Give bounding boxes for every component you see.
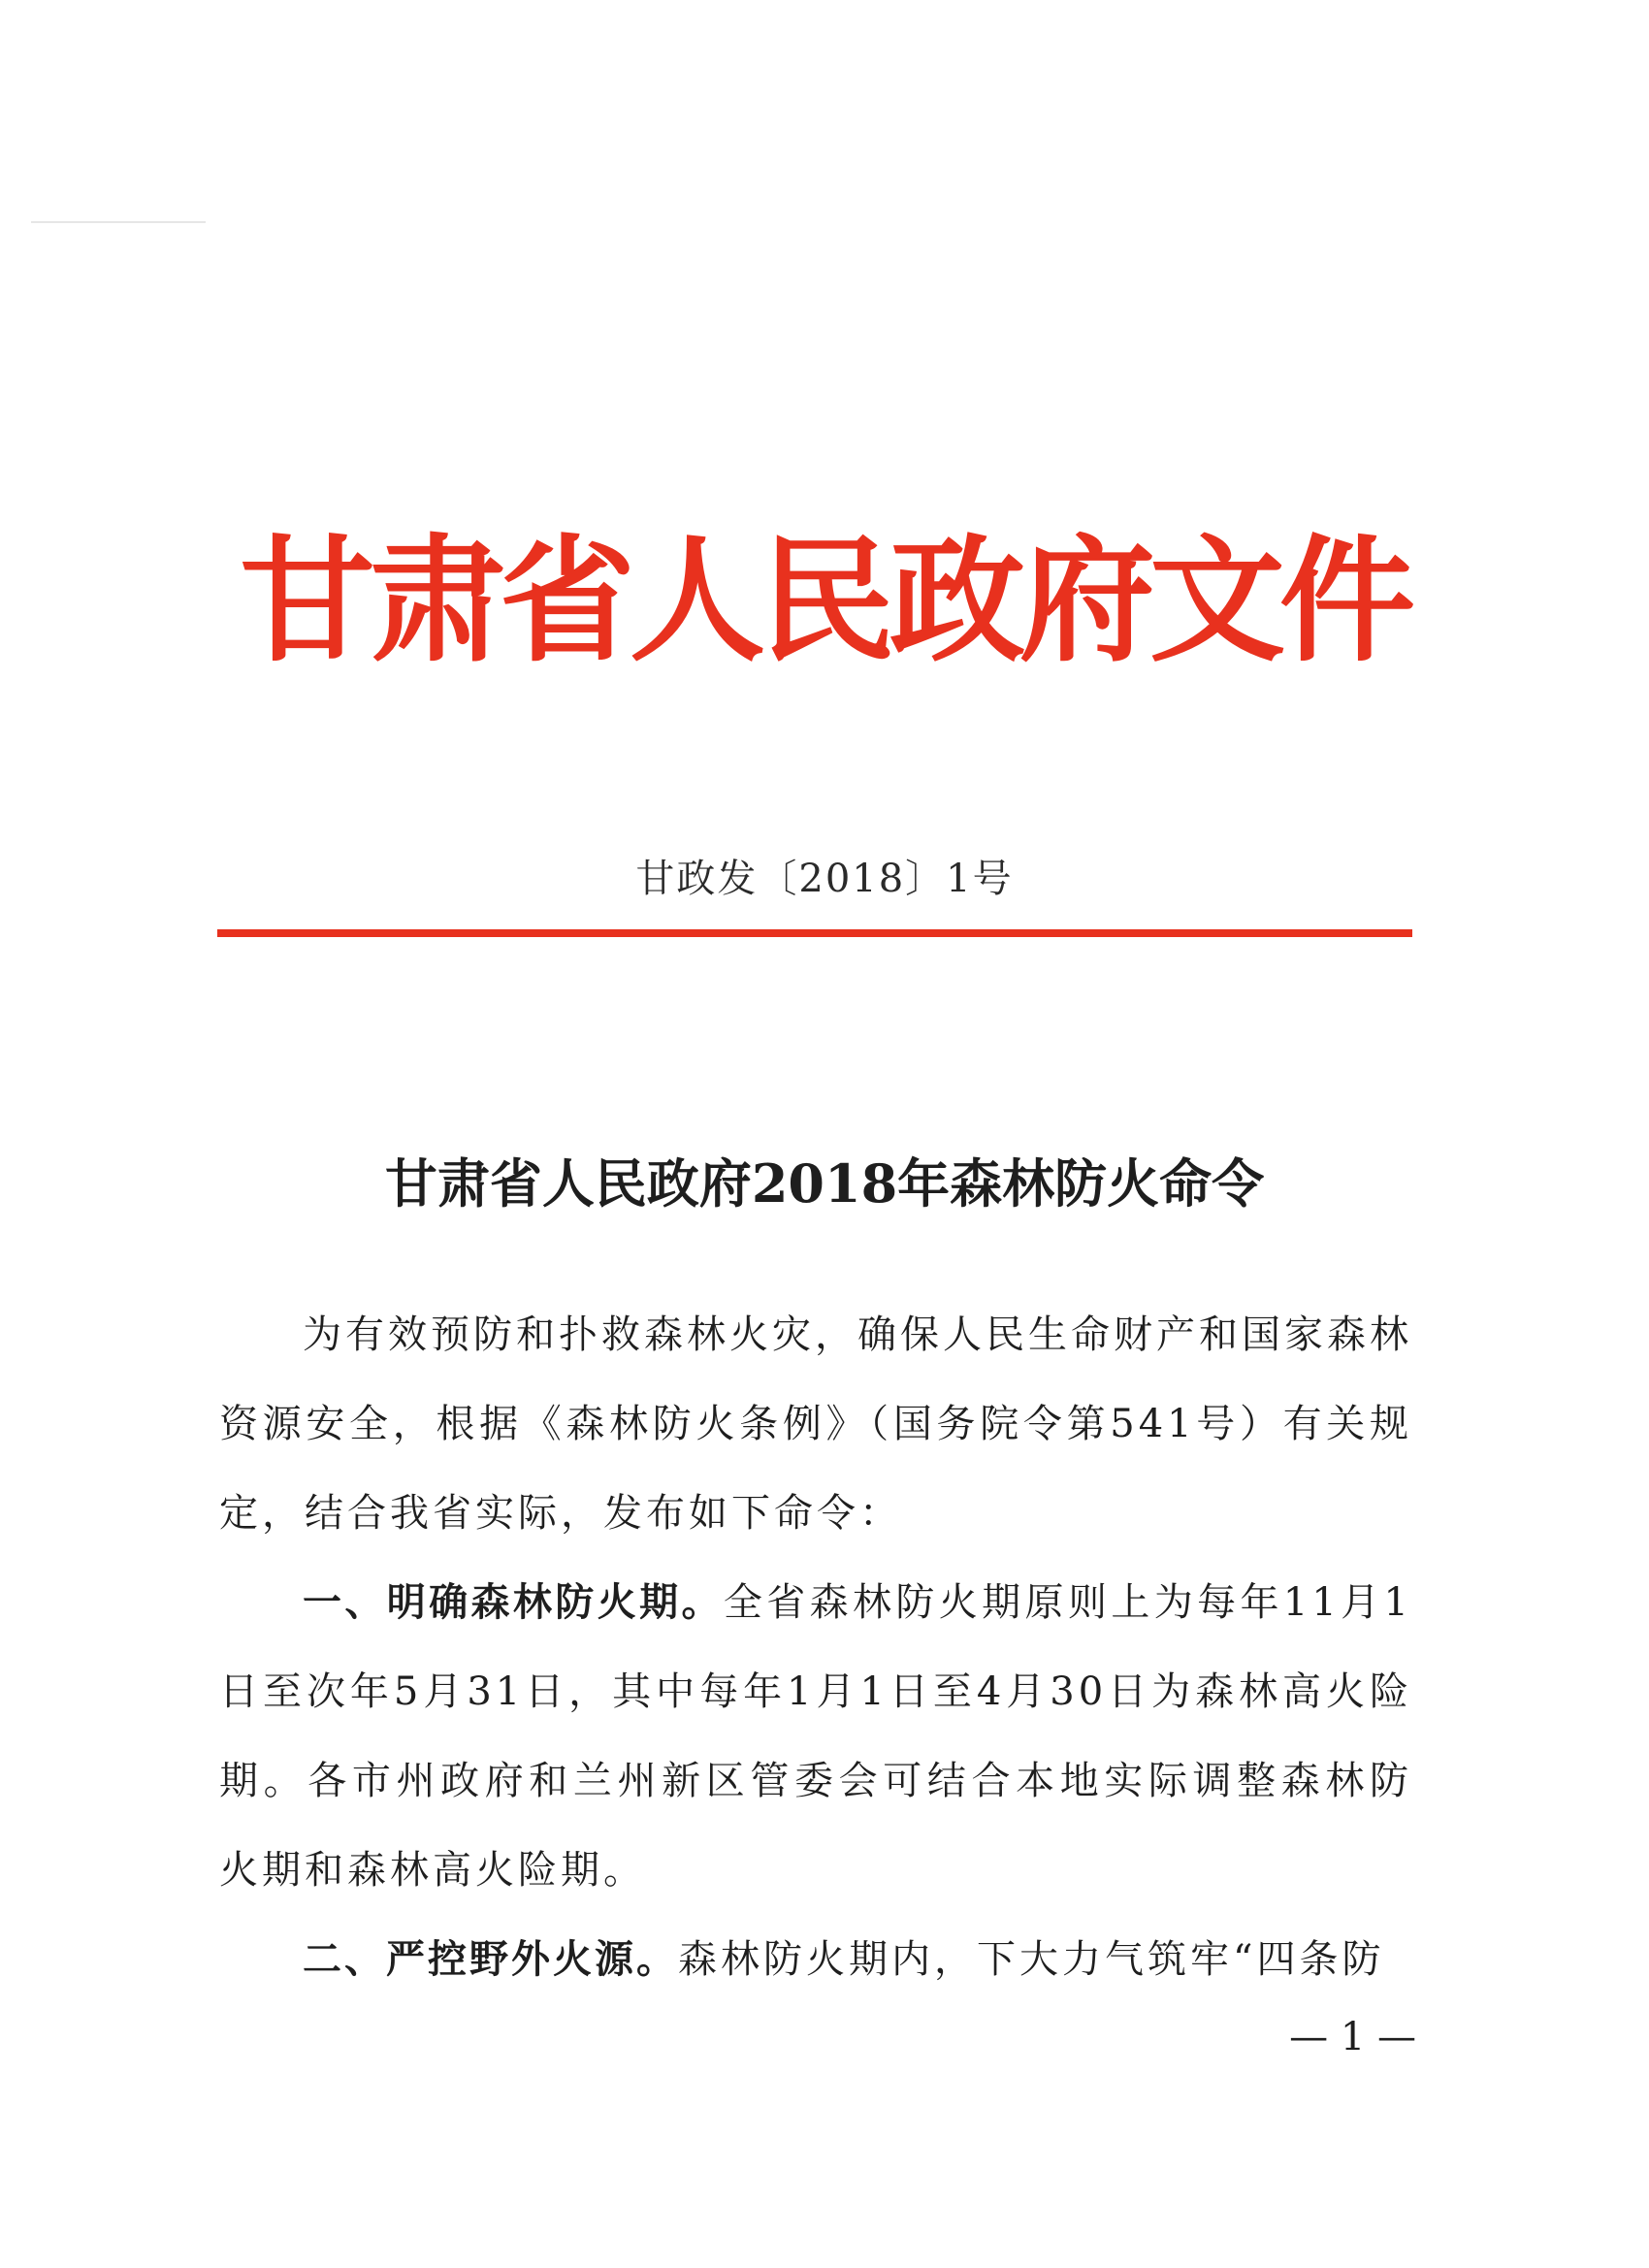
red-separator-line (217, 929, 1412, 937)
section-2-heading: 二、严控野外火源。 (303, 1937, 678, 1982)
section-2-text: 森林防火期内，下大力气筑牢“四条防 (678, 1937, 1385, 1982)
paragraph-section-2 (219, 1915, 1412, 2004)
section-1-text: 全省森林防火期原则上为每年11月1日至次年5月31日，其中每年1月1日至4月30日为森林高火险期。各市州政府和兰州新区管委会可结合本地实际调整森林防火期和森林高火险期。 (219, 1580, 1412, 1893)
section-1-heading: 一、明确森林防火期。 (303, 1580, 724, 1625)
page-number: — 1 — (1289, 2015, 1416, 2059)
document-number: 甘政发〔2018〕1号 (635, 857, 1014, 901)
paragraph-intro: 为有效预防和扑救森林火灾，确保人民生命财产和国家森林资源安全，根据《森林防火条例》（国务院令第541号）有关规定，结合我省实际，发布如下命令： (219, 1312, 1412, 1536)
masthead-title: 甘肃省人民政府文件 (239, 522, 1409, 681)
document-body (219, 1290, 1412, 2004)
paragraph-section-1 (219, 1558, 1412, 1915)
scan-artifact-line (31, 221, 206, 223)
document-title: 甘肃省人民政府2018年森林防火命令 (384, 1152, 1265, 1215)
